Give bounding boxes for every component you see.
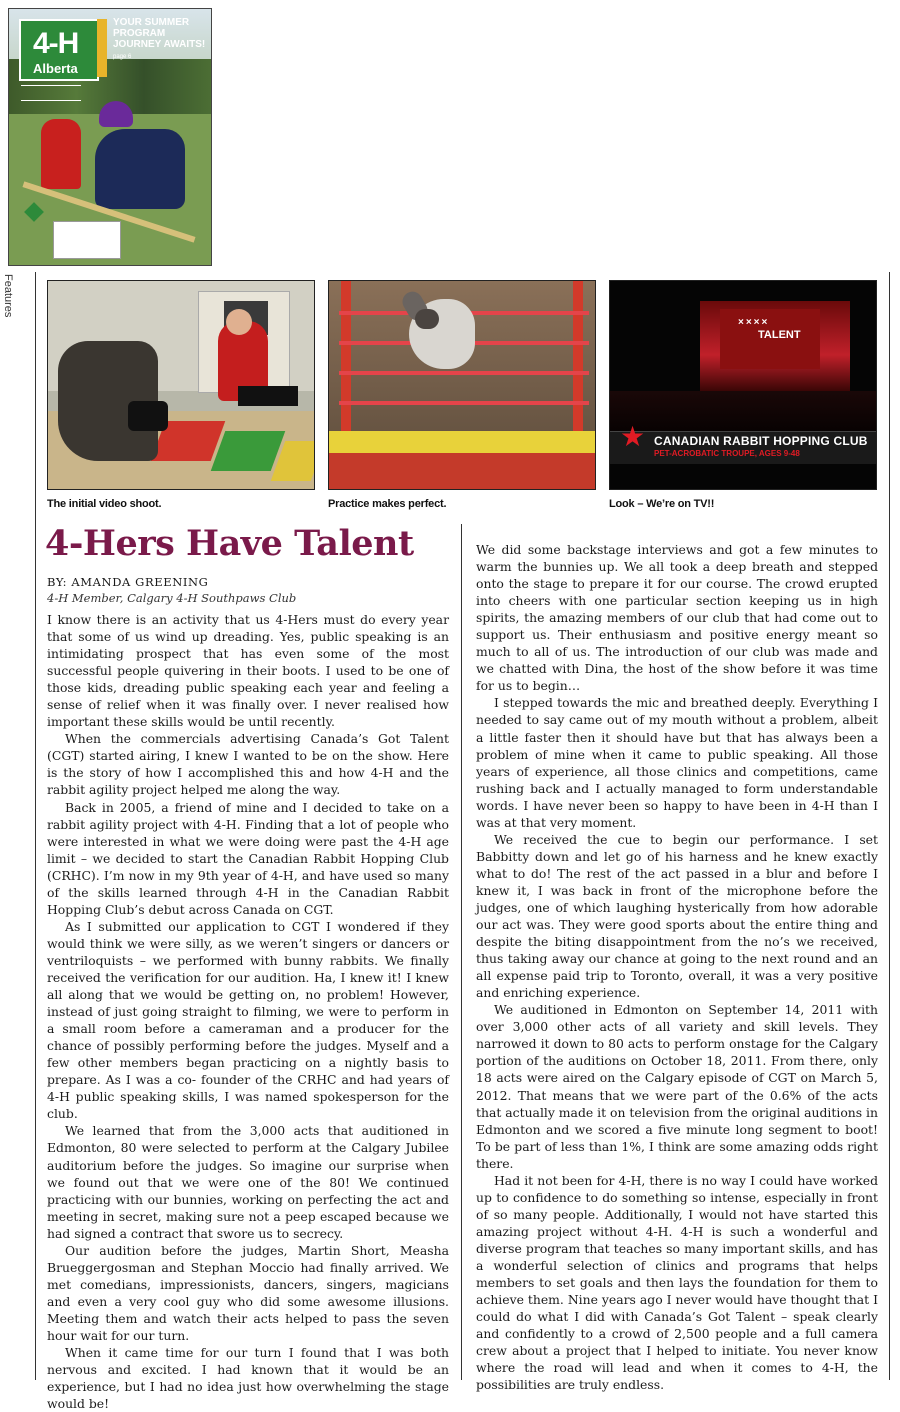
article-column-right [476,541,878,1393]
photo-video-shoot [47,280,315,490]
article-paragraph: Our audition before the judges, Martin Short, Measha Brueggergosman and Stephan Moccio had finally arrived. We met comedians, impressionists, dancers, singers, magicians and even a very cool guy who did some awesome illusions. Meeting them and watch their acts helped to pass the seven hour wait for our turn. [47,1242,449,1343]
article-paragraph: When the commercials advertising Canada’s Got Talent (CGT) started airing, I knew I wanted to be on the show. Here is the story of how I accomplished this and how 4-H and the rabbit agility project helped me along the way. [47,731,449,798]
girl-pants [238,386,298,406]
jump-bar [339,401,589,405]
show-logo-marks: ×××× [738,317,770,328]
star-icon: ★ [620,420,646,453]
cover-headline-page: page 6 [113,54,132,60]
left-rule [35,272,36,1380]
caption-video-shoot: The initial video shoot. [47,498,162,510]
rabbit-patch [415,309,439,329]
magazine-cover [8,8,212,266]
cover-child-navy-shirt [95,129,185,209]
cover-child-red-shirt [41,119,81,189]
camera-icon [128,401,168,431]
cover-helmet [99,101,133,127]
article-paragraph: Had it not been for 4-H, there is no way I could have worked up to confidence to do something so intense, especially in front of so many people. Additionally, I would not have started this amazing project without 4-H. 4-H is such a wonderful and diverse program that teaches so many important skills, and has a wonderful selection of clinics and programs that helps members to set goals and then lays the foundation for them to achieve them. Nine years ago I never would have thought that I could do what I did with Canada’s Got Talent – speak clearly and confidently to a crowd of 2,500 people and a full camera crew about a project that I helped to initiate. You never know where the road will lead and when it comes to 4-H, the possibilities are truly endless. [476,1172,878,1393]
right-rule [889,272,890,1380]
yellow-mat [329,431,595,453]
article-paragraph: When it came time for our turn I found that I was both nervous and excited. I had known that it would be an experience, but I had no idea just how overwhelming the stage would be! [47,1345,449,1412]
section-label: Features [2,274,14,318]
caption-practice: Practice makes perfect. [328,498,447,510]
column-rule [461,524,462,1380]
article-title: 4-Hers Have Talent [45,523,414,564]
photo-tv-broadcast [609,280,877,490]
author-role: 4-H Member, Calgary 4-H Southpaws Club [47,591,297,605]
cover-logo-sub: Alberta [33,61,78,76]
article-paragraph: As I submitted our application to CGT I wondered if they would think we were silly, as we weren’t singers or dancers or ventriloquists – we performed with bunny rabbits. We finally received the verification for our audition. Ha, I knew it! I knew all along that we would be getting on, no problem! However, instead of just going straight to filming, we were to perform in a small room before a cameraman and a producer for the chance of possibly performing before the judges. Myself and a few other members began practicing on a nightly basis to prepare. As I was a co- founder of the CRHC and had years of 4-H public speaking skills, I was named spokesperson for the club. [47,918,449,1122]
cover-address-label [53,221,121,259]
article-byline: BY: AMANDA GREENING [47,575,209,589]
caption-tv: Look – We’re on TV!! [609,498,715,510]
girl-head [226,309,252,335]
article-paragraph: We did some backstage interviews and got a few minutes to warm the bunnies up. We all took a deep breath and stepped onto the stage to prepare it for our course. The crowd erupted into cheers with one particular section keeping us in high spirits, the amazing members of our club that had come out to support us. Their enthusiasm and positive energy meant so much to all of us. The introduction of our club was made and we chatted with Dina, the host of the show before it was time for us to begin… [476,542,878,694]
tv-banner-title: CANADIAN RABBIT HOPPING CLUB [654,434,868,448]
cover-issue-lines [21,85,81,101]
cover-magazine-strip [97,19,107,77]
article-paragraph: I know there is an activity that us 4-Hers must do every year that some of us wind up dreading. Yes, public speaking is an intimidating prospect that has even some of the most successful people quivering in their boots. I used to be one of those kids, dreading public speaking each year and feeling a sense of relief when it was finally over. I never realised how important these skills would be until recently. [47,612,449,730]
article-paragraph: We received the cue to begin our performance. I set Babbitty down and let go of his harness and he knew exactly what to do! The rest of the act passed in a blur and before I knew it, I was back in front of the microphone before the judges, one of which laughing hysterically from how adorable our act was. They were good sports about the entire thing and despite the biting disappointment from the no’s we received, thus taking away our chance at going to the next round and an all expense paid trip to Toronto, overall, it was a very positive and enriching experience. [476,831,878,1001]
photo-practice [328,280,596,490]
tv-banner-subtitle: PET-ACROBATIC TROUPE, AGES 9-48 [654,449,800,458]
cover-logo-text: 4-H [33,27,79,60]
article-paragraph: I stepped towards the mic and breathed deeply. Everything I needed to say came out of my mouth without a problem, albeit a little faster then it should have but that has always been a problem of mine when it came to public speaking. All those years of experience, all those clinics and competitions, came rushing back and I actually managed to form understandable words. I have never been so happy to have been in 4-H than I was at that very moment. [476,695,878,830]
red-mat [329,453,595,489]
audience [610,391,876,431]
cover-logo [19,19,99,81]
article-paragraph: Back in 2005, a friend of mine and I decided to take on a rabbit agility project with 4-H. Finding that a lot of people who were interested in what we were doing were past the 4-H age limit – we decided to start the Canadian Rabbit Hopping Club (CRHC). I’m now in my 9th year of 4-H, and have used so many of the skills learned through 4-H in the Canadian Rabbit Hopping Club’s debut across Canada on CGT. [47,799,449,917]
jump-bar [339,371,589,375]
article-paragraph: We auditioned in Edmonton on September 14, 2011 with over 3,000 other acts of all variety and skill levels. They narrowed it down to 80 acts to perform onstage for the Calgary portion of the auditions on October 18, 2011. From there, only 18 acts were aired on the Calgary episode of CGT on March 5, 2012. That means that we were part of the 0.6% of the acts that actually made it on television from the original auditions in Edmonton and we scored a five minute long segment to boot! To be part of less than 1%, I think are some amazing odds right there. [476,1002,878,1171]
show-logo: TALENT [758,329,801,341]
article-paragraph: We learned that from the 3,000 acts that auditioned in Edmonton, 80 were selected to perform at the Calgary Jubilee auditorium before the judges. So imagine our surprise when we found out that we were one of the 80! We continued practicing with our bunnies, working on perfecting the act and meeting in secret, making sure not a peep escaped because we had signed a contract that swore us to secrecy. [47,1123,449,1241]
cover-headline [113,17,209,63]
cover-headline-text: YOUR SUMMER PROGRAM JOURNEY AWAITS! [113,17,206,50]
article-column-left [47,611,449,1412]
